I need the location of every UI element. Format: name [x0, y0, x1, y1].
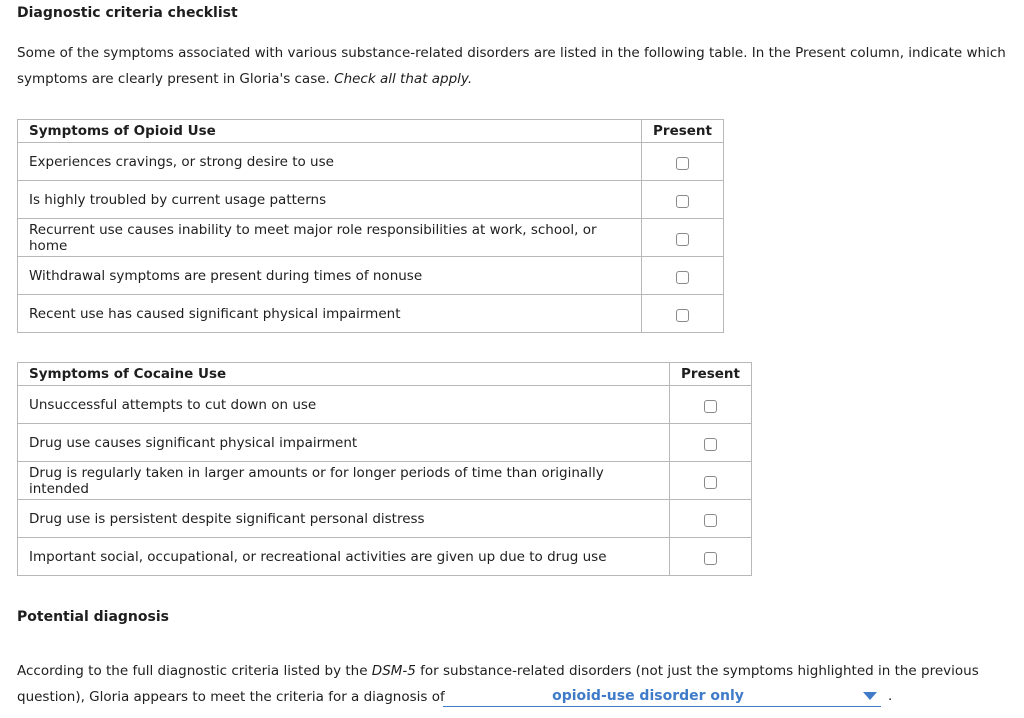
- table-row: [18, 500, 752, 538]
- opioid-symptoms-table: [17, 119, 724, 333]
- table-row: [18, 424, 752, 462]
- present-cell: [670, 462, 752, 500]
- present-checkbox[interactable]: [704, 552, 717, 565]
- symptom-label: Recent use has caused significant physical impairment: [18, 295, 642, 333]
- opioid-present-header: Present: [642, 120, 724, 143]
- symptom-label: Recurrent use causes inability to meet major role responsibilities at work, school, or home: [18, 219, 642, 257]
- symptom-label: Drug is regularly taken in larger amounts or for longer periods of time than originally intended: [18, 462, 670, 500]
- symptom-label: Important social, occupational, or recreational activities are given up due to drug use: [18, 538, 670, 576]
- table-row: [18, 181, 724, 219]
- diagnosis-text-1: According to the full diagnostic criteria listed by the: [17, 663, 372, 679]
- present-cell: [642, 219, 724, 257]
- present-cell: [670, 500, 752, 538]
- symptom-label: Drug use causes significant physical impairment: [18, 424, 670, 462]
- present-cell: [642, 181, 724, 219]
- present-checkbox[interactable]: [676, 271, 689, 284]
- intro-text: Some of the symptoms associated with various substance-related disorders are listed in the following table. In the Present column, indicate which symptoms are clearly present in Gloria's case.: [17, 45, 1006, 87]
- table-row: [18, 386, 752, 424]
- symptom-label: Experiences cravings, or strong desire to use: [18, 143, 642, 181]
- symptom-label: Unsuccessful attempts to cut down on use: [18, 386, 670, 424]
- diagnosis-text-2: for substance-related disorders (not just the symptoms highlighted in the previous question), Gloria appears to meet the criteria for a diagnosis of: [17, 663, 979, 705]
- present-checkbox[interactable]: [704, 438, 717, 451]
- diagnosis-select[interactable]: [443, 686, 881, 707]
- present-checkbox[interactable]: [676, 309, 689, 322]
- sentence-period: .: [888, 688, 893, 704]
- present-cell: [670, 538, 752, 576]
- present-checkbox[interactable]: [676, 233, 689, 246]
- present-checkbox[interactable]: [676, 195, 689, 208]
- cocaine-symptoms-table: [17, 362, 752, 576]
- table-row: [18, 143, 724, 181]
- present-cell: [642, 257, 724, 295]
- present-cell: [642, 295, 724, 333]
- table-row: [18, 295, 724, 333]
- present-cell: [670, 424, 752, 462]
- diagnosis-selected-value: opioid-use disorder only: [552, 688, 744, 704]
- present-checkbox[interactable]: [704, 476, 717, 489]
- present-checkbox[interactable]: [676, 157, 689, 170]
- table-row: [18, 538, 752, 576]
- present-cell: [642, 143, 724, 181]
- checklist-title: Diagnostic criteria checklist: [17, 5, 238, 21]
- symptom-label: Withdrawal symptoms are present during times of nonuse: [18, 257, 642, 295]
- symptom-label: Is highly troubled by current usage patterns: [18, 181, 642, 219]
- manual-name: DSM-5: [371, 663, 416, 679]
- cocaine-present-header: Present: [670, 363, 752, 386]
- table-row: [18, 219, 724, 257]
- symptom-label: Drug use is persistent despite significant personal distress: [18, 500, 670, 538]
- table-row: [18, 257, 724, 295]
- checklist-intro: [17, 40, 1007, 92]
- intro-instruction: Check all that apply.: [334, 71, 473, 87]
- opioid-table-header: Symptoms of Opioid Use: [18, 120, 642, 143]
- cocaine-table-header: Symptoms of Cocaine Use: [18, 363, 670, 386]
- present-cell: [670, 386, 752, 424]
- diagnosis-title: Potential diagnosis: [17, 609, 169, 625]
- chevron-down-icon[interactable]: [863, 692, 877, 700]
- table-row: [18, 462, 752, 500]
- present-checkbox[interactable]: [704, 514, 717, 527]
- present-checkbox[interactable]: [704, 400, 717, 413]
